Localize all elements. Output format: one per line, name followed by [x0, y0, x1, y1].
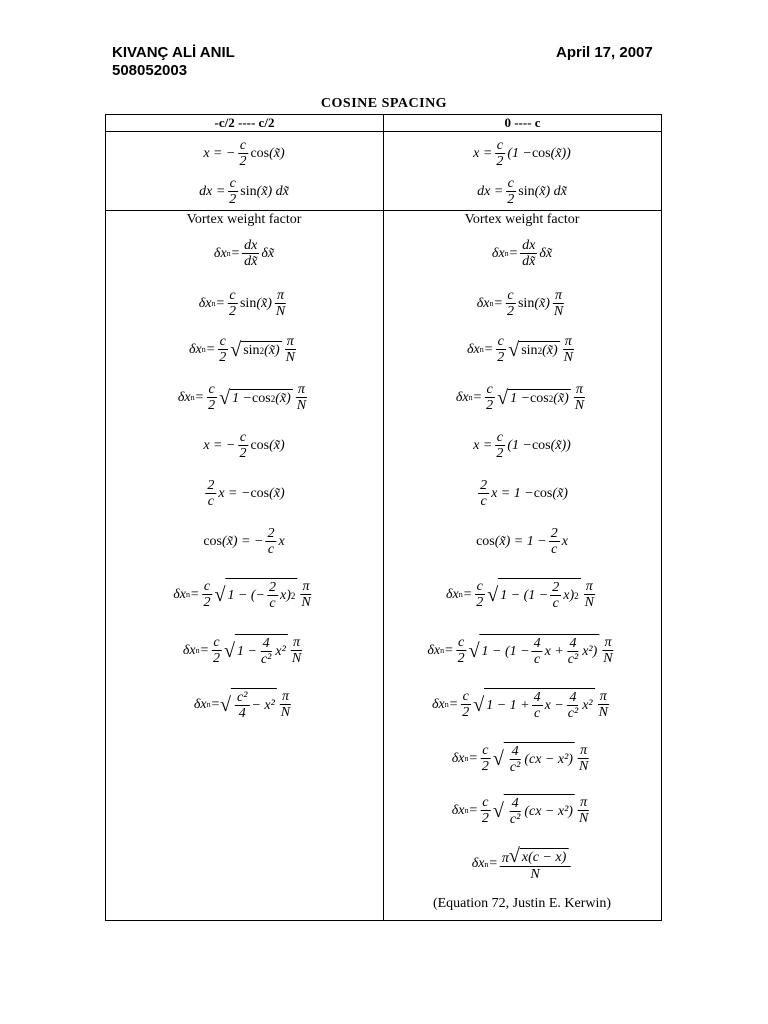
equation: x = $\frac{c}{2}$ (1 − cos (x̃)) — [473, 430, 571, 461]
page-title: COSINE SPACING — [320, 96, 448, 111]
equation: δx n = $\frac{c}{2}$ √ 1 − (1 − $\frac{2}{c}$ x) 2 $\frac{\pi}{N}$ — [446, 579, 594, 611]
equation: $\frac{2}{c}$ x = 1 − cos (x̃) — [480, 478, 568, 509]
equation: δx n = $\frac{c}{2}$ √ 1 − cos 2 (x̃) $\frac{\pi}{N}$ — [455, 382, 585, 413]
equation: x = − $\frac{c}{2}$ cos (x̃) — [203, 138, 285, 169]
section-divider — [105, 210, 662, 211]
author-name: KIVANÇ ALİ ANIL — [112, 44, 235, 61]
equation: δx n = π √ x(c − x) N — [472, 846, 573, 882]
section-label: Vortex weight factor — [464, 212, 580, 227]
equation: δx n = $\frac{c}{2}$ sin (x̃) $\frac{\pi}{N}$ — [476, 288, 564, 319]
section-label: Vortex weight factor — [186, 212, 302, 227]
student-id: 508052003 — [112, 62, 188, 79]
column-header-right: 0 ---- c — [504, 115, 541, 130]
equation: δx n = $\frac{c}{2}$ √ 1 − cos 2 (x̃) $\frac{\pi}{N}$ — [177, 382, 307, 413]
column-header-left: -c/2 ---- c/2 — [214, 115, 275, 130]
equation: x = − $\frac{c}{2}$ cos (x̃) — [203, 430, 285, 461]
column-divider — [383, 114, 384, 921]
equation: δx n = $\frac{c}{2}$ √ 1 − 1 + $\frac{4}{c}$ x − $\frac{4}{\text{c²}}$ x² $\frac{\pi}{N}$ — [432, 689, 608, 721]
equation: δx n = $\frac{c}{2}$ √ sin 2 (x̃) $\frac{\pi}{N}$ — [467, 334, 573, 365]
equation: x = $\frac{c}{2}$ (1 − cos (x̃)) — [473, 138, 571, 169]
equation: cos (x̃) = 1 − $\frac{2}{c}$ x — [476, 526, 568, 557]
equation: δx n = $\frac{c}{2}$ √ 1 − $\frac{4}{\text{c²}}$ x² $\frac{\pi}{N}$ — [182, 635, 302, 667]
equation: δx n = $\frac{c}{2}$ sin (x̃) $\frac{\pi}{N}$ — [198, 288, 286, 319]
citation: (Equation 72, Justin E. Kerwin) — [432, 896, 612, 911]
equation: dx = $\frac{c}{2}$ sin (x̃) dx̃ — [199, 176, 289, 207]
equation: δx n = √ $\frac{\text{c²}}{4}$ − x² $\frac{\pi}{N}$ — [193, 689, 291, 721]
equation: dx = $\frac{c}{2}$ sin (x̃) dx̃ — [477, 176, 567, 207]
equation: $\frac{2}{c}$ x = − cos (x̃) — [207, 478, 285, 509]
equation: δx n = $\frac{c}{2}$ √ 1 − (− $\frac{2}{c}$ x) 2 $\frac{\pi}{N}$ — [173, 579, 311, 611]
equation: δx n = $\frac{c}{2}$ √ sin 2 (x̃) $\frac{\pi}{N}$ — [189, 334, 295, 365]
equation: δx n = $\frac{c}{2}$ √ $\frac{4}{\text{c²}}$ (cx − x²) $\frac{\pi}{N}$ — [451, 795, 589, 827]
equation: δx n = $\frac{dx}{dx̃}$ δx̃ — [213, 238, 275, 269]
equation: δx n = $\frac{c}{2}$ √ $\frac{4}{\text{c²}}$ (cx − x²) $\frac{\pi}{N}$ — [451, 743, 589, 775]
date: April 17, 2007 — [556, 44, 653, 61]
equation: δx n = $\frac{c}{2}$ √ 1 − (1 − $\frac{4}{c}$ x + $\frac{4}{\text{c²}}$ x²) $\frac{\pi}{N}$ — [427, 635, 613, 667]
equation: δx n = $\frac{dx}{dx̃}$ δx̃ — [491, 238, 553, 269]
equation: cos (x̃) = − $\frac{2}{c}$ x — [203, 526, 285, 557]
